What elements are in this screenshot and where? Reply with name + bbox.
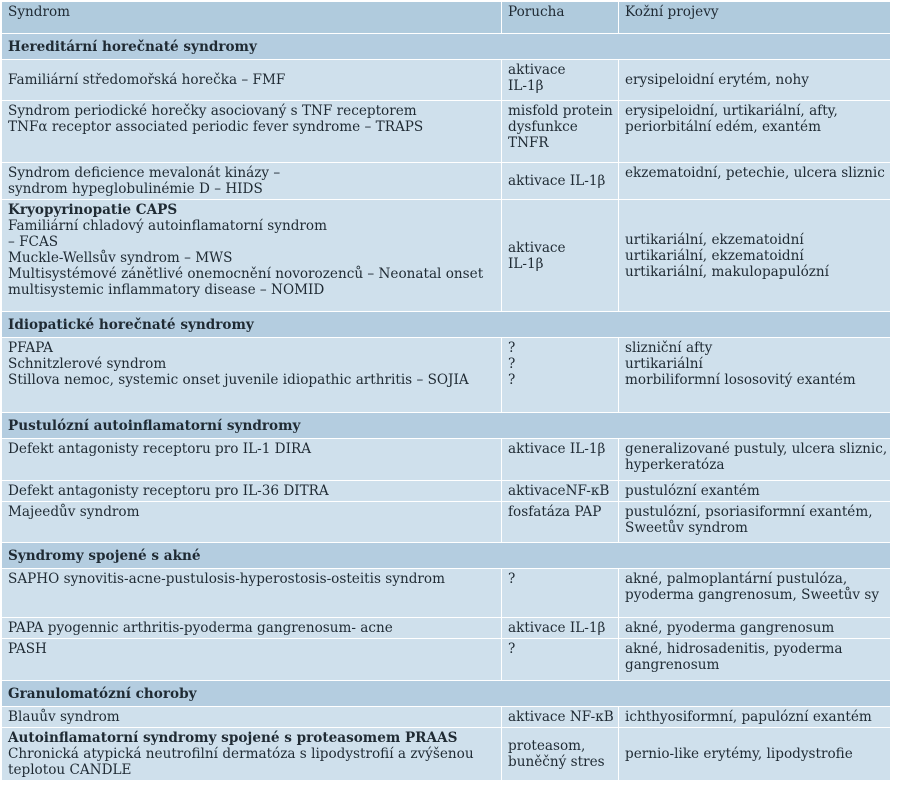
cell-line: aktivaceNF-κB: [508, 483, 610, 499]
header-porucha: Porucha: [502, 2, 619, 34]
cell-line: IL-1β: [508, 255, 544, 272]
cell-line: ?: [508, 372, 516, 388]
cell-syndrom: [2, 502, 502, 543]
cell-syndrom: [2, 728, 502, 781]
cell-line: proteasom,: [508, 738, 586, 754]
header-syndrom: Syndrom: [2, 2, 502, 34]
cell-syndrom: [2, 618, 502, 639]
cell-kozni-projevy: [619, 502, 891, 543]
cell-line: slizniční afty: [625, 340, 713, 356]
cell-line: TNFα receptor associated periodic fever syndrome – TRAPS: [8, 119, 424, 135]
cell-line: aktivace IL-1β: [508, 441, 606, 457]
cell-line: aktivace IL-1β: [508, 620, 606, 636]
cell-line: pustulózní exantém: [625, 483, 760, 499]
section-title: Hereditární horečnaté syndromy: [2, 34, 891, 60]
cell-kozni-projevy: [619, 618, 891, 639]
table-row: [2, 502, 891, 543]
section-row: [2, 543, 891, 569]
cell-line: Blauův syndrom: [8, 709, 120, 725]
syndrome-table: [1, 1, 891, 781]
cell-line: ?: [508, 571, 516, 587]
table-row: [2, 163, 891, 200]
cell-line: erysipeloidní, urtikariální, afty,: [625, 103, 838, 119]
cell-line: multisystemic inflammatory disease – NOMID: [8, 282, 325, 298]
cell-line: erysipeloidní erytém, nohy: [625, 72, 809, 88]
cell-porucha: [502, 728, 619, 781]
cell-kozni-projevy: [619, 481, 891, 502]
cell-porucha: [502, 200, 619, 312]
cell-line: PASH: [8, 641, 47, 657]
cell-syndrom: [2, 439, 502, 481]
cell-line: buněčný stres: [508, 754, 605, 770]
cell-porucha: [502, 439, 619, 481]
cell-line: aktivace NF-κB: [508, 709, 614, 725]
cell-line: Muckle-Wellsův syndrom – MWS: [8, 250, 233, 266]
table-row: [2, 439, 891, 481]
cell-line: – FCAS: [8, 234, 59, 250]
cell-line: periorbitální edém, exantém: [625, 119, 821, 135]
section-title: Pustulózní autoinflamatorní syndromy: [2, 413, 891, 439]
cell-line: morbiliformní lososovitý exantém: [625, 372, 856, 388]
cell-kozni-projevy: [619, 163, 891, 200]
cell-line: Sweetův syndrom: [625, 520, 748, 536]
cell-line: ichthyosiformní, papulózní exantém: [625, 709, 872, 725]
table-row: [2, 338, 891, 413]
cell-porucha: [502, 707, 619, 728]
cell-line: misfold protein: [508, 103, 613, 119]
cell-syndrom: [2, 101, 502, 163]
cell-porucha: [502, 163, 619, 200]
cell-line: dysfunkce: [508, 119, 578, 135]
cell-line: teplotou CANDLE: [8, 762, 132, 778]
cell-line: ekzematoidní, petechie, ulcera sliznic: [625, 165, 885, 181]
section-row: [2, 413, 891, 439]
cell-kozni-projevy: [619, 101, 891, 163]
syndrom-group-title: Autoinflamatorní syndromy spojené s proteasomem PRAAS: [8, 730, 458, 746]
syndrom-group-title: Kryopyrinopatie CAPS: [8, 202, 178, 218]
table-row: [2, 618, 891, 639]
section-row: [2, 681, 891, 707]
table-row: [2, 707, 891, 728]
cell-line: pernio-like erytémy, lipodystrofie: [625, 746, 853, 762]
cell-syndrom: [2, 163, 502, 200]
cell-line: pustulózní, psoriasiformní exantém,: [625, 504, 873, 520]
cell-line: fosfatáza PAP: [508, 504, 602, 520]
cell-syndrom: [2, 707, 502, 728]
table-row: [2, 728, 891, 781]
cell-porucha: [502, 618, 619, 639]
section-title: Granulomatózní choroby: [2, 681, 891, 707]
cell-porucha: [502, 569, 619, 618]
cell-line: Familiární chladový autoinflamatorní syndrom: [8, 218, 327, 234]
header-kozni-projevy: Kožní projevy: [619, 2, 891, 34]
cell-line: SAPHO synovitis-acne-pustulosis-hyperostosis-osteitis syndrom: [8, 571, 445, 587]
cell-kozni-projevy: [619, 200, 891, 312]
cell-line: hyperkeratóza: [625, 457, 725, 473]
cell-line: urtikariální: [625, 356, 703, 372]
cell-line: akné, palmoplantární pustulóza,: [625, 571, 848, 587]
cell-kozni-projevy: [619, 639, 891, 681]
cell-syndrom: [2, 481, 502, 502]
cell-kozni-projevy: [619, 728, 891, 781]
cell-porucha: [502, 338, 619, 413]
cell-line: urtikariální, ekzematoidní: [625, 231, 804, 248]
table-header-row: [2, 2, 891, 34]
cell-line: Stillova nemoc, systemic onset juvenile idiopathic arthritis – SOJIA: [8, 372, 469, 388]
cell-kozni-projevy: [619, 439, 891, 481]
table-row: [2, 60, 891, 101]
cell-line: PFAPA: [8, 340, 53, 356]
cell-line: ?: [508, 340, 516, 356]
cell-line: PAPA pyogennic arthritis-pyoderma gangrenosum- acne: [8, 620, 393, 636]
cell-line: akné, pyoderma gangrenosum: [625, 620, 835, 636]
cell-line: IL-1β: [508, 78, 544, 94]
cell-line: ?: [508, 356, 516, 372]
cell-syndrom: [2, 200, 502, 312]
table-row: [2, 200, 891, 312]
cell-syndrom: [2, 338, 502, 413]
table-row: [2, 481, 891, 502]
table-row: [2, 569, 891, 618]
cell-syndrom: [2, 639, 502, 681]
cell-syndrom: [2, 569, 502, 618]
cell-line: urtikariální, makulopapulózní: [625, 263, 830, 280]
cell-line: Multisystémové zánětlivé onemocnění novorozenců – Neonatal onset: [8, 266, 484, 282]
cell-line: gangrenosum: [625, 657, 720, 673]
cell-line: aktivace: [508, 62, 566, 78]
cell-line: Schnitzlerové syndrom: [8, 356, 167, 372]
cell-porucha: [502, 101, 619, 163]
cell-line: Syndrom periodické horečky asociovaný s TNF receptorem: [8, 103, 417, 119]
cell-line: Defekt antagonisty receptoru pro IL-1 DIRA: [8, 441, 312, 457]
cell-line: ?: [508, 641, 516, 657]
section-title: Syndromy spojené s akné: [2, 543, 891, 569]
section-title: Idiopatické horečnaté syndromy: [2, 312, 891, 338]
cell-syndrom: [2, 60, 502, 101]
cell-line: Majeedův syndrom: [8, 504, 140, 520]
cell-kozni-projevy: [619, 60, 891, 101]
table-row: [2, 101, 891, 163]
cell-porucha: [502, 639, 619, 681]
cell-line: urtikariální, ekzematoidní: [625, 247, 804, 264]
cell-line: akné, hidrosadenitis, pyoderma: [625, 641, 843, 657]
section-row: [2, 34, 891, 60]
table-row: [2, 639, 891, 681]
cell-line: generalizované pustuly, ulcera sliznic,: [625, 441, 888, 457]
section-row: [2, 312, 891, 338]
cell-line: aktivace: [508, 239, 566, 256]
cell-kozni-projevy: [619, 569, 891, 618]
cell-line: TNFR: [508, 135, 549, 151]
cell-porucha: [502, 481, 619, 502]
cell-kozni-projevy: [619, 338, 891, 413]
cell-line: Syndrom deficience mevalonát kinázy –: [8, 165, 281, 181]
cell-line: Defekt antagonisty receptoru pro IL-36 DITRA: [8, 483, 329, 499]
cell-line: syndrom hypeglobulinémie D – HIDS: [8, 181, 263, 197]
cell-line: Familiární středomořská horečka – FMF: [8, 72, 286, 88]
cell-porucha: [502, 502, 619, 543]
cell-line: Chronická atypická neutrofilní dermatóza s lipodystrofií a zvýšenou: [8, 746, 474, 762]
table-body: [2, 2, 891, 781]
cell-line: pyoderma gangrenosum, Sweetův sy: [625, 587, 880, 603]
cell-kozni-projevy: [619, 707, 891, 728]
cell-porucha: [502, 60, 619, 101]
cell-line: aktivace IL-1β: [508, 173, 606, 189]
